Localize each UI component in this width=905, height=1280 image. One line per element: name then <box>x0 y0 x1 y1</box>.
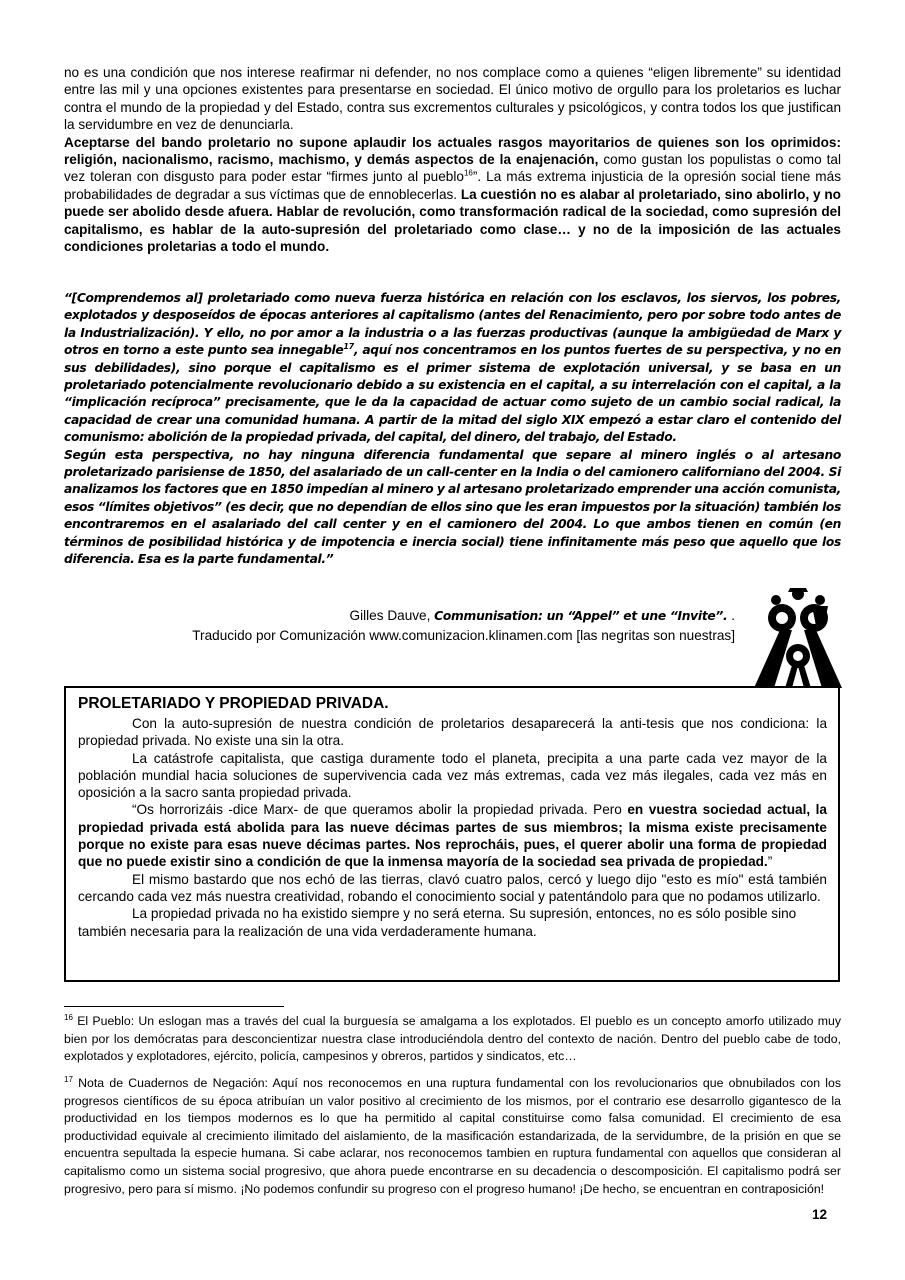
page-number: 12 <box>812 1207 828 1222</box>
quote-section <box>64 290 841 569</box>
credit-tail: . <box>727 608 735 623</box>
footnote-ref-17[interactable]: 17 <box>343 342 354 352</box>
footnote-16-number: 16 <box>64 1012 73 1022</box>
box-paragraph-3 <box>78 801 827 870</box>
intro-text-1: como gustan los populistas o como tal vez toleran con disgusto para poder estar “firmes junto al pueblo <box>64 152 841 185</box>
footnote-16 <box>64 1013 841 1066</box>
communist-group-logo-icon <box>752 586 844 688</box>
quote-paragraph-2: Según esta perspectiva, no hay ninguna diferencia fundamental que separe al minero inglés o al artesano proletarizado parisiense de 1850, del asalariado de un call-center en la India o del camionero californiano del 2004. Si analizamos los factores que en 1850 impedían al minero y al artesano proletarizado emprender una acción comunista, esos “límites objetivos” (es decir, que no dependían de ellos sino que les eran impuestos por la situación) también los encontraremos en el asalariado del call center y en el camionero del 2004. Lo que ambos tienen en común (en términos de posibilidad histórica y de impotencia e inercia social) tiene infinitamente más peso que aquello que los diferencia. Esa es la parte fundamental.” <box>64 447 841 567</box>
credit-author-name: Gilles Dauve, <box>349 608 435 623</box>
intro-paragraph-1: no es una condición que nos interese reafirmar ni defender, no nos complace como a quienes “eligen libremente” su identidad entre las mil y una opciones existentes para presentarse en sociedad. El único motivo de orgullo para los proletarios es luchar contra el mundo de la propiedad y del Estado, contra sus excrementos culturales y psicológicos, y contra todos los que justifican la servidumbre en vez de denunciarla. <box>64 65 841 133</box>
box-p3-bold: en vuestra sociedad actual, la propiedad privada está abolida para las nueve décimas partes de sus miembros; la misma existe precisamente porque no existe para esas nueve décimas partes. Nos reprocháis, pues, el querer abolir una forma de propiedad que no puede existir sino a condición de que la inmensa mayoría de la sociedad sea privada de propiedad. <box>78 802 827 870</box>
quote-part-1: “[Comprendemos al] proletariado como nueva fuerza histórica en relación con los esclavos, los siervos, los pobres, explotados y desposeídos de épocas anteriores al capitalismo (antes del Renacimiento, pero por sobre todo antes de la Industrialización). Y ello, no por amor a la industria o a las fuerzas productivas (aunque la ambigüedad de Marx y otros en torno a este punto sea innegable <box>64 291 841 358</box>
box-title: PROLETARIADO Y PROPIEDAD PRIVADA. <box>78 695 389 712</box>
footnote-17-number: 17 <box>64 1074 73 1084</box>
quote-paragraph-1 <box>64 290 841 447</box>
private-property-box <box>64 686 840 982</box>
quote-part-2: , aquí nos concentramos en los puntos fuertes de su perspectiva, y no en sus debilidades), sino porque el capitalismo es el primer sistema de explotación universal, y se basa en un proletariado potencialmente revolucionario debido a su existencia en el capital, a su interrelación con el capital, a la “implicación recíproca” precisamente, que le da la capacidad de actuar como sujeto de un cambio social radical, la capacidad de crear una comunidad humana. A partir de la mitad del siglo XIX empezó a estar claro el contenido del comunismo: abolición de la propiedad privada, del capital, del dinero, del trabajo, del Estado. <box>64 343 841 445</box>
credit-block <box>64 606 735 645</box>
footnote-ref-16[interactable]: 16 <box>463 168 473 178</box>
box-paragraph-5: La propiedad privada no ha existido siempre y no será eterna. Su supresión, entonces, no es sólo posible sino también necesaria para la realización de una vida verdaderamente humana. <box>78 906 797 939</box>
footnote-separator <box>64 1006 284 1007</box>
intro-section <box>64 64 841 255</box>
box-paragraph-4: El mismo bastardo que nos echó de las tierras, clavó cuatro palos, cercó y luego dijo "esto es mío" está también cercando cada vez más nuestra creatividad, robando el conocimiento social y patentándolo para que no podamos utilizarlo. <box>78 871 827 904</box>
intro-bold-1: Aceptarse del bando proletario no supone aplaudir los actuales rasgos mayoritarios de quienes son los oprimidos: religión, nacionalismo, racismo, machismo, y demás aspectos de la enajenación, <box>64 134 841 168</box>
intro-text-2: ”. La más extrema injusticia de la opresión social tiene más probabilidades de degradar a sus víctimas que de ennoblecerlas. <box>64 169 841 202</box>
box-p3-end: ” <box>767 854 773 870</box>
box-paragraph-1: Con la auto-supresión de nuestra condición de proletarios desaparecerá la anti-tesis que nos condiciona: la propiedad privada. No existe una sin la otra. <box>78 716 827 749</box>
intro-bold-2: La cuestión no es alabar al proletariado, sino abolirlo, y no puede ser abolido desde afuera. Hablar de revolución, como transformación radical de la sociedad, como supresión del capitalismo, es hablar de la auto-supresión del proletariado como clase… y no de la imposición de las actuales condiciones proletarias a todo el mundo. <box>64 186 841 255</box>
footnote-17 <box>64 1075 841 1198</box>
box-paragraph-2: La catástrofe capitalista, que castiga duramente todo el planeta, precipita a una parte cada vez mayor de la población mundial hacia soluciones de supervivencia cada vez más extremas, cada vez más ilegales, cada vez más en oposición a la sacro santa propiedad privada. <box>78 750 827 801</box>
intro-paragraph-2 <box>64 134 841 256</box>
credit-translation: Traducido por Comunización www.comunizacion.klinamen.com [las negritas son nuestras] <box>192 628 735 643</box>
box-p3-text: “Os horrorizáis -dice Marx- de que queramos abolir la propiedad privada. Pero <box>132 802 628 818</box>
footnote-16-text: El Pueblo: Un eslogan mas a través del cual la burguesía se amalgama a los explotados. El pueblo es un concepto amorfo utilizado muy bien por los demócratas para desconcientizar nuestra clase introduciéndola dentro del contexto de nación. Dentro del pueblo cabe de todo, explotados y explotadores, ejército, policía, campesinos y obreros, partidos y sindicatos, etc… <box>64 1014 841 1064</box>
footnote-17-text: Nota de Cuadernos de Negación: Aquí nos reconocemos en una ruptura fundamental con los revolucionarios que obnubilados con los progresos científicos de su época atribuían un valor positivo al crecimiento de los mismos, por el contrario ese desarrollo gigantesco de la productividad en los tiempos modernos es lo que ha permitido al capital constituirse como falsa comunidad. El crecimiento de esa productividad equivale al crecimiento ilimitado del aislamiento, de la masificación estandarizada, de la servidumbre, de la prisión en que se encuentra sepultada la especie humana. Si cabe aclarar, nos reconocemos tambien en ruptura fundamental con aquellos que consideran al capitalismo como un sistema social progresivo, que ahora puede encontrarse en su decadencia o descomposición. El capitalismo podrá ser progresivo, pero para sí mismo. ¡No podemos confundir su progreso con el progreso humano! ¡De hecho, se encuentran en contraposición! <box>64 1076 841 1196</box>
credit-work-title: Communisation: un “Appel” et une “Invite”. <box>434 609 728 623</box>
credit-author <box>64 606 735 626</box>
